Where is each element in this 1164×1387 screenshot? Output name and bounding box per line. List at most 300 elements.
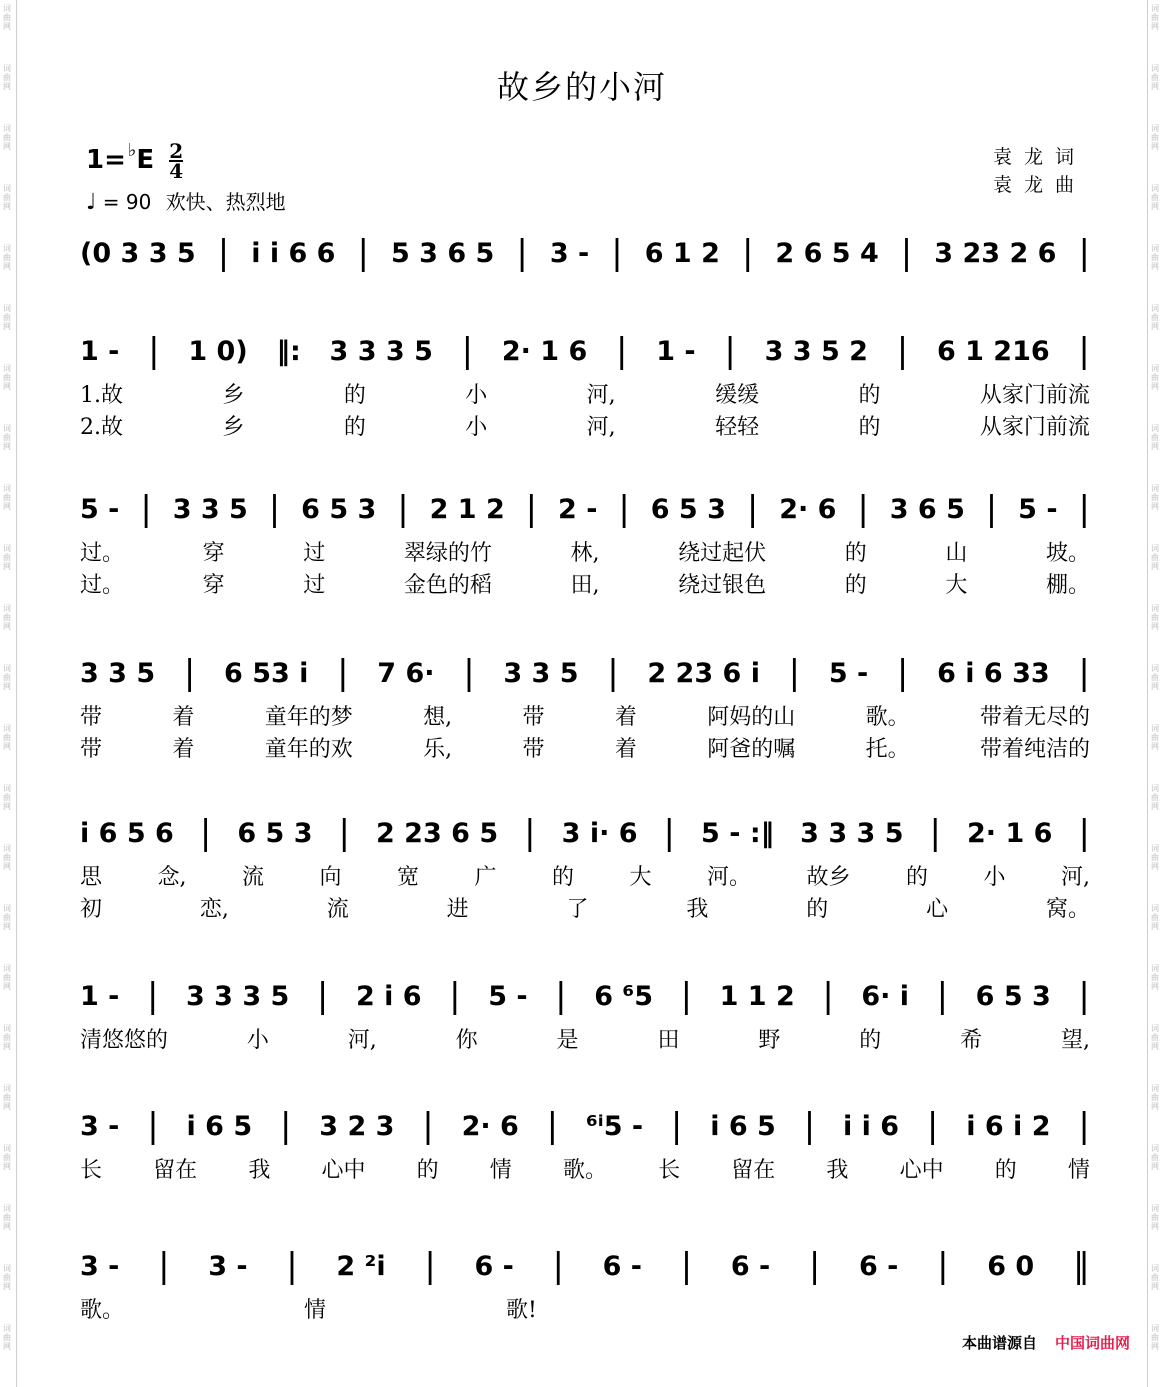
measure-notes: 2 6 5 4 [775, 237, 879, 269]
side-watermark-text: 词曲网 [1151, 184, 1159, 211]
side-watermark-text: 词曲网 [3, 544, 11, 571]
lyric-word: 过。 [80, 541, 125, 566]
lyric-word: 你 [455, 1028, 478, 1053]
side-watermark-text: 词曲网 [1151, 904, 1159, 931]
measure-notes: i 6 5 [186, 1110, 253, 1142]
side-watermark-text: 词曲网 [3, 724, 11, 751]
measure-notes: 2· 1 6 [967, 817, 1053, 849]
side-watermark-text: 词曲网 [1151, 1024, 1159, 1051]
barline: | [461, 331, 474, 371]
side-watermark-text: 词曲网 [1151, 64, 1159, 91]
side-watermark-text: 词曲网 [1151, 364, 1159, 391]
lyric-word: 的 [858, 383, 881, 408]
lyric-word: 带 [80, 705, 103, 730]
lyric-line [80, 410, 1090, 441]
lyric-word: 带着无尽的 [979, 705, 1090, 730]
barline: | [746, 489, 759, 529]
side-watermark-text: 词曲网 [1151, 4, 1159, 31]
notation-line [80, 1105, 1090, 1147]
side-watermark-text: 词曲网 [1151, 244, 1159, 271]
measure-notes: 3 23 2 6 [934, 237, 1057, 269]
lyric-word: 带 [80, 737, 103, 762]
lyric-word: 我 [686, 897, 709, 922]
barline: | [937, 1246, 949, 1286]
barline: | [741, 233, 754, 273]
barline: | [929, 813, 941, 853]
lyric-word: 过 [303, 541, 326, 566]
lyric-word: 广 [474, 865, 497, 890]
lyric-word: 想, [423, 705, 453, 730]
measure-notes: 6 1 2 [644, 237, 720, 269]
measure-notes: 1 1 2 [719, 980, 795, 1012]
left-watermark-strip [0, 0, 17, 1387]
lyric-line [80, 1293, 1090, 1324]
side-watermark-text: 词曲网 [3, 4, 11, 31]
footer-source [962, 1332, 1130, 1353]
barline: | [680, 976, 693, 1016]
barline: | [900, 233, 913, 273]
measure-notes: 6 - [474, 1250, 514, 1282]
lyric-word: 大 [629, 865, 652, 890]
measure-notes: 2 i 6 [355, 980, 422, 1012]
measure-notes: 2 1 2 [429, 493, 505, 525]
tempo-value: = 90 [102, 190, 152, 214]
measure-notes: 6 53 i [224, 657, 309, 689]
barline: | [422, 1106, 434, 1146]
barline: | [808, 1246, 821, 1286]
side-watermark-text: 词曲网 [1151, 304, 1159, 331]
measure-notes: 5 3 6 5 [390, 237, 495, 269]
lyric-word: 阿爸的嘱 [707, 737, 796, 762]
lyric-word: 从家门前流 [979, 383, 1090, 408]
meter-bottom: 4 [169, 158, 184, 183]
lyric-word: 长 [80, 1158, 103, 1183]
measure-notes: 6 5 3 [237, 817, 313, 849]
side-watermark-text: 词曲网 [3, 184, 11, 211]
lyric-word: 是 [556, 1028, 579, 1053]
lyric-word: 2.故 [80, 415, 123, 440]
lyric-word: 金色的稻 [403, 573, 492, 598]
lyric-word: 山 [945, 541, 968, 566]
measure-notes: 3 3 3 5 [329, 335, 433, 367]
barline: | [217, 233, 230, 273]
barline: | [803, 1106, 816, 1146]
lyric-word: 田, [570, 573, 600, 598]
footer-source-label: 本曲谱源自 [961, 1334, 1037, 1352]
key-prefix: 1= [86, 145, 126, 175]
side-watermark-text: 词曲网 [3, 784, 11, 811]
measure-notes: 6 - [859, 1250, 899, 1282]
measure-notes: 6 5 3 [975, 980, 1051, 1012]
lyric-word: 轻轻 [715, 415, 760, 440]
barline: | [516, 233, 528, 273]
barline: | [1078, 813, 1090, 853]
side-watermark-text: 词曲网 [1151, 1264, 1159, 1291]
lyric-word: 向 [319, 865, 342, 890]
barline: | [1078, 233, 1090, 273]
measure-notes: 1 - [656, 335, 696, 367]
lyric-word: 宽 [396, 865, 419, 890]
barline: | [158, 1246, 170, 1286]
barline: | [896, 331, 909, 371]
measure-notes: i i 6 [842, 1110, 900, 1142]
barline: | [316, 976, 329, 1016]
barline: | [268, 489, 281, 529]
lyric-word: 希 [960, 1028, 983, 1053]
lyric-word: 念, [157, 865, 187, 890]
side-watermark-text: 词曲网 [3, 964, 11, 991]
barline: | [147, 1106, 159, 1146]
lyric-word: 歌。 [865, 705, 910, 730]
side-watermark-text: 词曲网 [1151, 964, 1159, 991]
lyric-word: 清悠悠的 [80, 1028, 169, 1053]
measure-notes: 3 - [80, 1250, 120, 1282]
side-watermark-text: 词曲网 [3, 664, 11, 691]
lyric-word: 穿 [202, 541, 225, 566]
lyric-word: 留在 [731, 1158, 776, 1183]
measure-notes: 5 - :‖ [701, 817, 775, 849]
lyric-word: 河, [586, 415, 616, 440]
barline: | [616, 331, 628, 371]
barline: | [463, 653, 475, 693]
barline: | [424, 1246, 436, 1286]
lyric-word: 带 [522, 705, 545, 730]
lyric-word: 着 [172, 705, 195, 730]
measure-notes: 6 i 6 33 [937, 657, 1050, 689]
measure-notes: 6 5 3 [650, 493, 726, 525]
lyric-word: 的 [343, 415, 366, 440]
barline: | [670, 1106, 683, 1146]
measure-notes: i 6 5 6 [80, 817, 174, 849]
side-watermark-text: 词曲网 [3, 1024, 11, 1051]
barline: | [1078, 331, 1090, 371]
measure-notes: 3 3 5 2 [764, 335, 868, 367]
measure-notes: 3 3 5 [80, 657, 156, 689]
lyric-word: 童年的欢 [264, 737, 353, 762]
lyric-word: 绕过银色 [678, 573, 767, 598]
lyric-word: 从家门前流 [979, 415, 1090, 440]
barline: | [525, 489, 538, 529]
lyric-word: 河。 [706, 865, 751, 890]
measure-notes: 3 - [208, 1250, 248, 1282]
side-watermark-text: 词曲网 [3, 1204, 11, 1231]
flat-symbol: ♭ [127, 140, 137, 161]
barline: | [896, 653, 909, 693]
measure-notes: 6 5 3 [301, 493, 377, 525]
barline: | [1078, 976, 1090, 1016]
side-watermark-text: 词曲网 [3, 844, 11, 871]
lyric-word: 故乡 [806, 865, 851, 890]
lyric-line [80, 568, 1090, 599]
side-watermark-text: 词曲网 [3, 1084, 11, 1111]
quarter-note-icon: ♩ [86, 190, 97, 215]
barline: | [183, 653, 196, 693]
side-watermark-text: 词曲网 [1151, 1204, 1159, 1231]
lyric-word: 林, [570, 541, 600, 566]
side-watermark-text: 词曲网 [3, 1144, 11, 1171]
lyric-word: 我 [826, 1158, 849, 1183]
side-watermark-text: 词曲网 [3, 364, 11, 391]
lyric-word: 着 [614, 705, 637, 730]
measure-notes: ⁶ⁱ5 - [585, 1110, 644, 1142]
barline: | [552, 1246, 564, 1286]
side-watermark-text: 词曲网 [3, 64, 11, 91]
measure-notes: 6 - [602, 1250, 643, 1282]
measure-notes: 2· 1 6 [501, 335, 588, 367]
lyric-word: 小 [465, 415, 488, 440]
barline: ‖ [1072, 1246, 1090, 1286]
barline: | [724, 331, 736, 371]
measure-notes: 3 - [80, 1110, 120, 1142]
lyric-word: 河, [1060, 865, 1090, 890]
lyric-word: 长 [658, 1158, 681, 1183]
barline: | [985, 489, 998, 529]
lyric-word: 带着纯洁的 [979, 737, 1090, 762]
measure-notes: 3 6 5 [889, 493, 965, 525]
lyric-word: 缓缓 [715, 383, 760, 408]
lyric-word: 心 [926, 897, 949, 922]
side-watermark-text: 词曲网 [1151, 484, 1159, 511]
lyric-word: 翠绿的竹 [403, 541, 492, 566]
notation-line [80, 812, 1090, 854]
measure-notes: 6 ⁶5 [594, 980, 653, 1012]
composer-credit: 袁龙曲 [992, 174, 1086, 196]
measure-notes: 3 i· 6 [561, 817, 638, 849]
measure-notes: 2· 6 [461, 1110, 519, 1142]
lyric-word: 大 [945, 573, 968, 598]
barline: | [199, 813, 212, 853]
lyric-word: 的 [343, 383, 366, 408]
lyric-line [80, 860, 1090, 891]
lyric-word: 坡。 [1045, 541, 1090, 566]
barline: | [146, 976, 159, 1016]
measure-notes: 5 - [1018, 493, 1058, 525]
measure-notes: 2 23 6 5 [376, 817, 499, 849]
side-watermark-text: 词曲网 [1151, 784, 1159, 811]
lyric-word: 阿妈的山 [707, 705, 796, 730]
notation-line [80, 1245, 1090, 1287]
lyric-line [80, 536, 1090, 567]
barline: | [524, 813, 536, 853]
barline: | [788, 653, 801, 693]
lyric-word: 望, [1061, 1028, 1090, 1053]
lyric-word: 着 [172, 737, 195, 762]
barline: | [936, 976, 949, 1016]
lyric-word: 着 [614, 737, 637, 762]
side-watermark-text: 词曲网 [3, 1324, 11, 1351]
lyricist-credit: 袁龙词 [992, 146, 1086, 168]
lyric-word: 托。 [865, 737, 910, 762]
side-watermark-text: 词曲网 [1151, 1144, 1159, 1171]
lyric-word: 的 [844, 541, 867, 566]
lyric-word: 歌。 [80, 1298, 125, 1323]
lyric-word: 穿 [202, 573, 225, 598]
barline: | [338, 813, 350, 853]
measure-notes: 3 3 5 [172, 493, 248, 525]
lyric-word: 心中 [321, 1158, 366, 1183]
barline: | [1078, 489, 1090, 529]
barline: | [337, 653, 349, 693]
barline: | [680, 1246, 693, 1286]
lyric-word: 小 [246, 1028, 269, 1053]
lyric-word: 了 [566, 897, 589, 922]
lyric-word: 的 [858, 415, 881, 440]
side-watermark-text: 词曲网 [3, 424, 11, 451]
side-watermark-text: 词曲网 [1151, 604, 1159, 631]
measure-notes: ‖: [276, 335, 301, 367]
lyric-word: 带 [522, 737, 545, 762]
measure-notes: 3 - [549, 237, 590, 269]
measure-notes: 5 - [80, 493, 120, 525]
lyric-line [80, 732, 1090, 763]
side-watermark-text: 词曲网 [3, 244, 11, 271]
lyric-word: 乐, [423, 737, 453, 762]
side-watermark-text: 词曲网 [3, 904, 11, 931]
side-watermark-text: 词曲网 [1151, 844, 1159, 871]
lyric-word: 童年的梦 [264, 705, 353, 730]
right-watermark-strip [1147, 0, 1164, 1387]
measure-notes: 3 3 3 5 [186, 980, 290, 1012]
notation-line [80, 330, 1090, 372]
side-watermark-text: 词曲网 [1151, 664, 1159, 691]
side-watermark-text: 词曲网 [3, 484, 11, 511]
lyric-word: 的 [551, 865, 574, 890]
key-letter: E [136, 145, 155, 175]
barline: | [148, 331, 160, 371]
measure-notes: 6 - [730, 1250, 771, 1282]
barline: | [397, 489, 409, 529]
side-watermark-text: 词曲网 [1151, 124, 1159, 151]
lyric-word: 野 [758, 1028, 781, 1053]
measure-notes: (0 3 3 5 [80, 237, 196, 269]
lyric-word: 我 [248, 1158, 271, 1183]
barline: | [926, 1106, 939, 1146]
notation-line [80, 232, 1090, 274]
lyric-word: 过。 [80, 573, 125, 598]
lyric-word: 歌。 [562, 1158, 607, 1183]
lyric-word: 恋, [199, 897, 229, 922]
lyric-word: 绕过起伏 [678, 541, 767, 566]
measure-notes: 3 3 5 [503, 657, 579, 689]
measure-notes: 2· 6 [779, 493, 837, 525]
tempo-expression: 欢快、热烈地 [165, 190, 286, 214]
measure-notes: 1 - [80, 980, 120, 1012]
lyric-word: 小 [465, 383, 488, 408]
lyric-word: 过 [303, 573, 326, 598]
lyric-word: 的 [859, 1028, 882, 1053]
lyric-word: 情 [1067, 1158, 1090, 1183]
lyric-word: 心中 [899, 1158, 944, 1183]
barline: | [607, 653, 619, 693]
lyric-word: 乡 [222, 415, 245, 440]
side-watermark-text: 词曲网 [1151, 724, 1159, 751]
measure-notes: 3 3 3 5 [800, 817, 904, 849]
measure-notes: 2 - [558, 493, 598, 525]
barline: | [449, 976, 461, 1016]
measure-notes: i i 6 6 [251, 237, 336, 269]
time-signature [169, 138, 184, 183]
barline: | [280, 1106, 292, 1146]
lyric-word: 进 [446, 897, 469, 922]
lyric-word: 的 [806, 897, 829, 922]
measure-notes: 1 0) [188, 335, 248, 367]
notation-line [80, 975, 1090, 1017]
lyric-word: 1.故 [80, 383, 123, 408]
lyric-word: 初 [80, 897, 103, 922]
lyric-word: 流 [326, 897, 349, 922]
notation-line [80, 488, 1090, 530]
lyric-word: 河, [586, 383, 616, 408]
barline: | [1078, 653, 1090, 693]
measure-notes: 2 23 6 i [647, 657, 760, 689]
measure-notes: 5 - [488, 980, 528, 1012]
measure-notes: 7 6· [377, 657, 435, 689]
lyric-word: 的 [416, 1158, 439, 1183]
lyric-word: 情 [489, 1158, 512, 1183]
lyric-word: 歌! [506, 1298, 537, 1323]
barline: | [611, 233, 623, 273]
measure-notes: i 6 i 2 [966, 1110, 1051, 1142]
lyric-line [80, 700, 1090, 731]
footer-site-name: 中国词曲网 [1054, 1334, 1130, 1352]
lyric-word: 的 [994, 1158, 1017, 1183]
barline: | [140, 489, 152, 529]
lyric-line [80, 378, 1090, 409]
side-watermark-text: 词曲网 [1151, 544, 1159, 571]
measure-notes: 1 - [80, 335, 120, 367]
barline: | [822, 976, 834, 1016]
song-title: 故乡的小河 [496, 68, 667, 106]
barline: | [555, 976, 567, 1016]
lyric-word: 田 [657, 1028, 680, 1053]
measure-notes: 6 0 [987, 1250, 1035, 1282]
lyric-word: 思 [80, 865, 103, 890]
meter-top: 2 [169, 138, 184, 163]
measure-notes: 6 1 216 [936, 335, 1050, 367]
key-signature [86, 138, 184, 183]
lyric-line [80, 1153, 1090, 1184]
lyric-word: 的 [905, 865, 928, 890]
side-watermark-text: 词曲网 [3, 1264, 11, 1291]
side-watermark-text: 词曲网 [1151, 424, 1159, 451]
measure-notes: i 6 5 [710, 1110, 776, 1142]
lyric-word: 窝。 [1045, 897, 1090, 922]
barline: | [286, 1246, 298, 1286]
side-watermark-text: 词曲网 [3, 124, 11, 151]
lyric-line [80, 1023, 1090, 1054]
barline: | [618, 489, 630, 529]
barline: | [857, 489, 869, 529]
side-watermark-text: 词曲网 [1151, 1324, 1159, 1351]
lyric-word: 河, [347, 1028, 377, 1053]
measure-notes: 2 ²i [336, 1250, 386, 1282]
lyric-word: 棚。 [1045, 573, 1090, 598]
side-watermark-text: 词曲网 [3, 604, 11, 631]
notation-line [80, 652, 1090, 694]
measure-notes: 5 - [828, 657, 869, 689]
measure-notes: 6· i [861, 980, 910, 1012]
lyric-word: 的 [844, 573, 867, 598]
barline: | [663, 813, 676, 853]
lyric-line [80, 892, 1090, 923]
side-watermark-text: 词曲网 [3, 304, 11, 331]
barline: | [357, 233, 369, 273]
tempo-marking [86, 186, 286, 215]
measure-notes: 3 2 3 [319, 1110, 395, 1142]
barline: | [1078, 1106, 1090, 1146]
lyric-word: 留在 [153, 1158, 198, 1183]
lyric-word: 流 [241, 865, 264, 890]
